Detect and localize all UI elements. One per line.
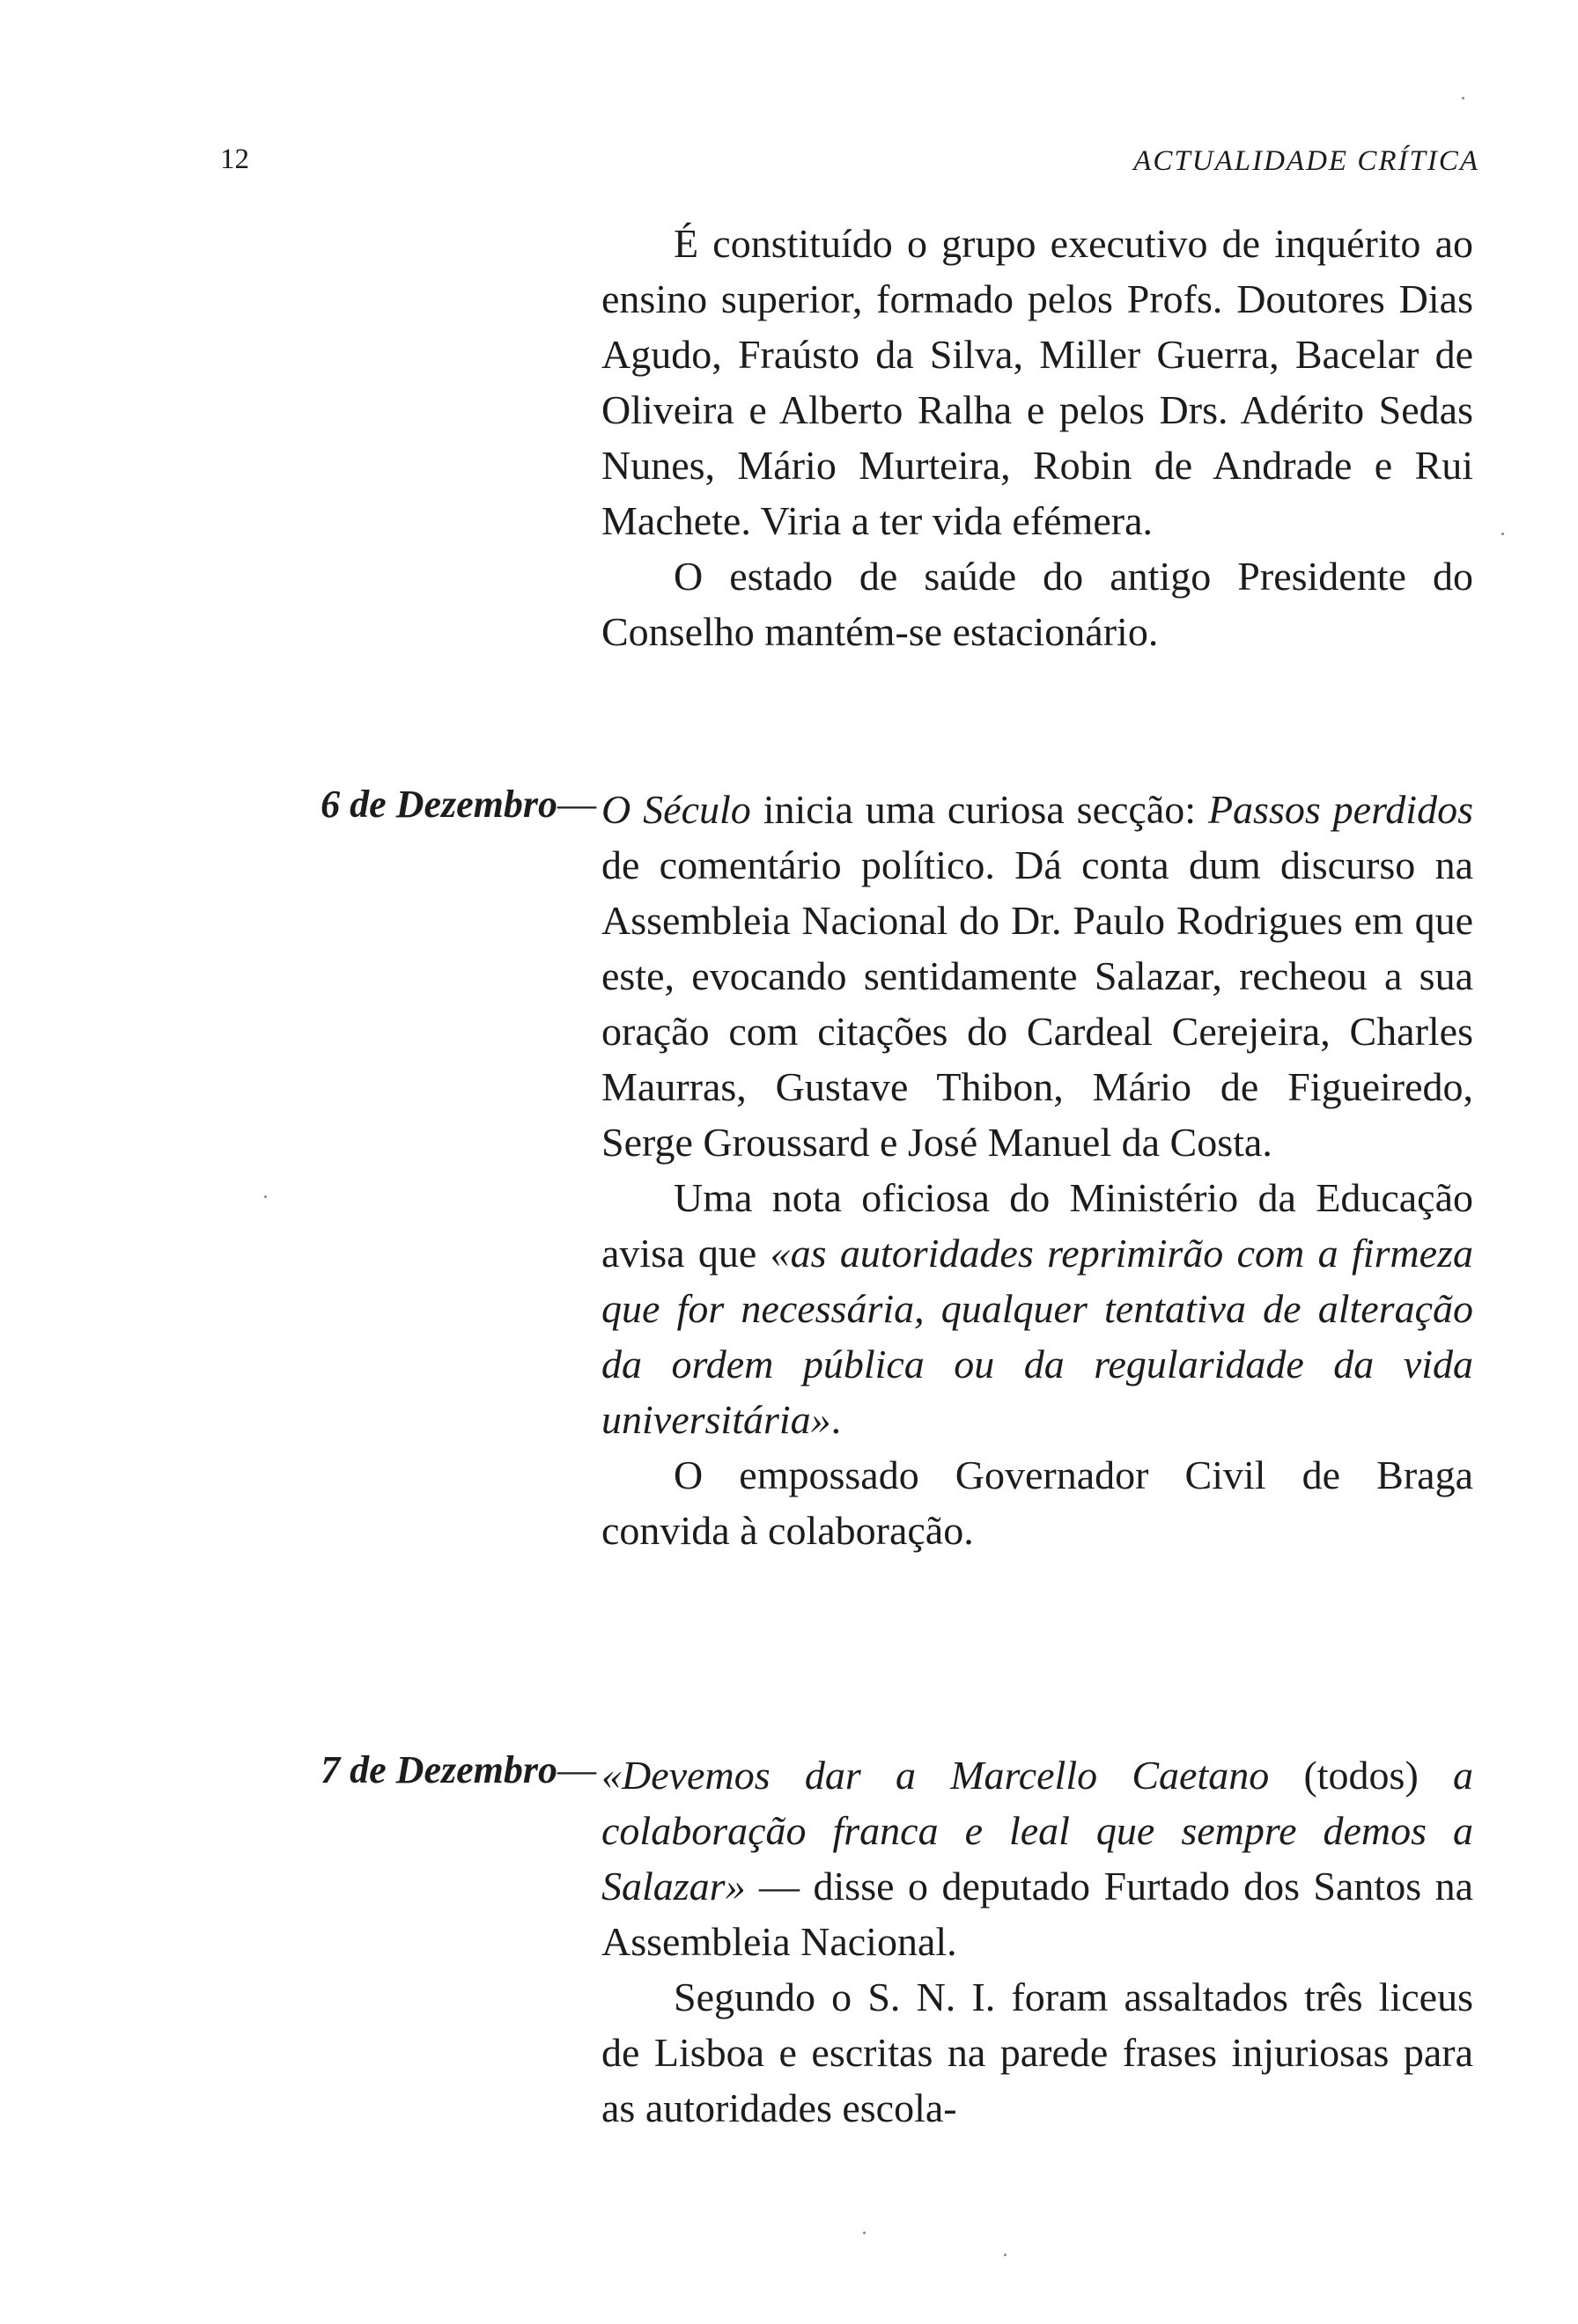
- text-run: (todos): [1269, 1753, 1454, 1798]
- scan-speck: [1501, 533, 1504, 535]
- text-run: .: [830, 1397, 842, 1442]
- entry-6-paragraph-1: [601, 782, 1473, 1170]
- quotation: «as autoridades reprimirão com a firmeza que for necessária, qualquer tentativa de alteração da ordem pública ou da regularidade da vida universitária»: [601, 1231, 1474, 1442]
- scan-speck: [1462, 97, 1464, 99]
- entry-6-paragraph-2: [601, 1170, 1473, 1447]
- intro-paragraph-2: O estado de saúde do antigo Presidente do Conselho mantém-se estacionário.: [601, 554, 1473, 654]
- em-dash: —: [557, 783, 596, 826]
- text-run: de comentário político. Dá conta dum discurso na Assembleia Nacional do Dr. Paulo Rodrigues em que este, evocando sentidamente Salazar, recheou a sua oração com citações do Cardeal Cerejeira, Charles Maurras, Gustave Thibon, Mário de Figueiredo, Serge Groussard e José Manuel da Costa.: [601, 842, 1473, 1165]
- em-dash: —: [557, 1748, 596, 1791]
- date-label-7-december: [321, 1747, 596, 1792]
- newspaper-title: O Século: [601, 787, 751, 832]
- intro-paragraph-1: É constituído o grupo executivo de inquérito ao ensino superior, formado pelos Profs. Doutores Dias Agudo, Fraústo da Silva, Miller Guerra, Bacelar de Oliveira e Alberto Ralha e pelos Drs. Adérito Sedas Nunes, Mário Murteira, Robin de Andrade e Rui Machete. Viria a ter vida efémera.: [601, 221, 1473, 543]
- section-title: Passos perdidos: [1207, 787, 1473, 832]
- text-run: Uma nota oficiosa do Ministério da Educação avisa que: [601, 1175, 1473, 1276]
- text-run: inicia uma curiosa secção:: [750, 787, 1208, 832]
- entry-7-paragraph-1: [601, 1747, 1473, 1969]
- intro-block: [601, 216, 1473, 659]
- entry-7-paragraph-2: Segundo o S. N. I. foram assaltados três liceus de Lisboa e escritas na parede frases injuriosas para as autoridades escola-: [601, 1975, 1473, 2130]
- text-run: — disse o deputado Furtado dos Santos na Assembleia Nacional.: [601, 1864, 1473, 1964]
- running-title: ACTUALIDADE CRÍTICA: [1133, 145, 1479, 177]
- date-text: 7 de Dezembro: [321, 1748, 557, 1791]
- date-text: 6 de Dezembro: [321, 783, 557, 826]
- quotation: a colaboração franca e leal que sempre demos a Salazar»: [601, 1753, 1474, 1908]
- scan-speck: [1004, 2254, 1007, 2256]
- page-header: [220, 143, 1479, 188]
- entry-7-december: [601, 1747, 1473, 2136]
- page-number: 12: [220, 143, 249, 175]
- scan-speck: [264, 1195, 267, 1198]
- entry-6-december: [601, 782, 1473, 1558]
- quotation: «Devemos dar a Marcello Caetano: [601, 1753, 1270, 1798]
- scan-speck: [863, 2232, 866, 2234]
- entry-6-paragraph-3: O empossado Governador Civil de Braga convida à colaboração.: [601, 1452, 1473, 1553]
- date-label-6-december: [321, 782, 596, 827]
